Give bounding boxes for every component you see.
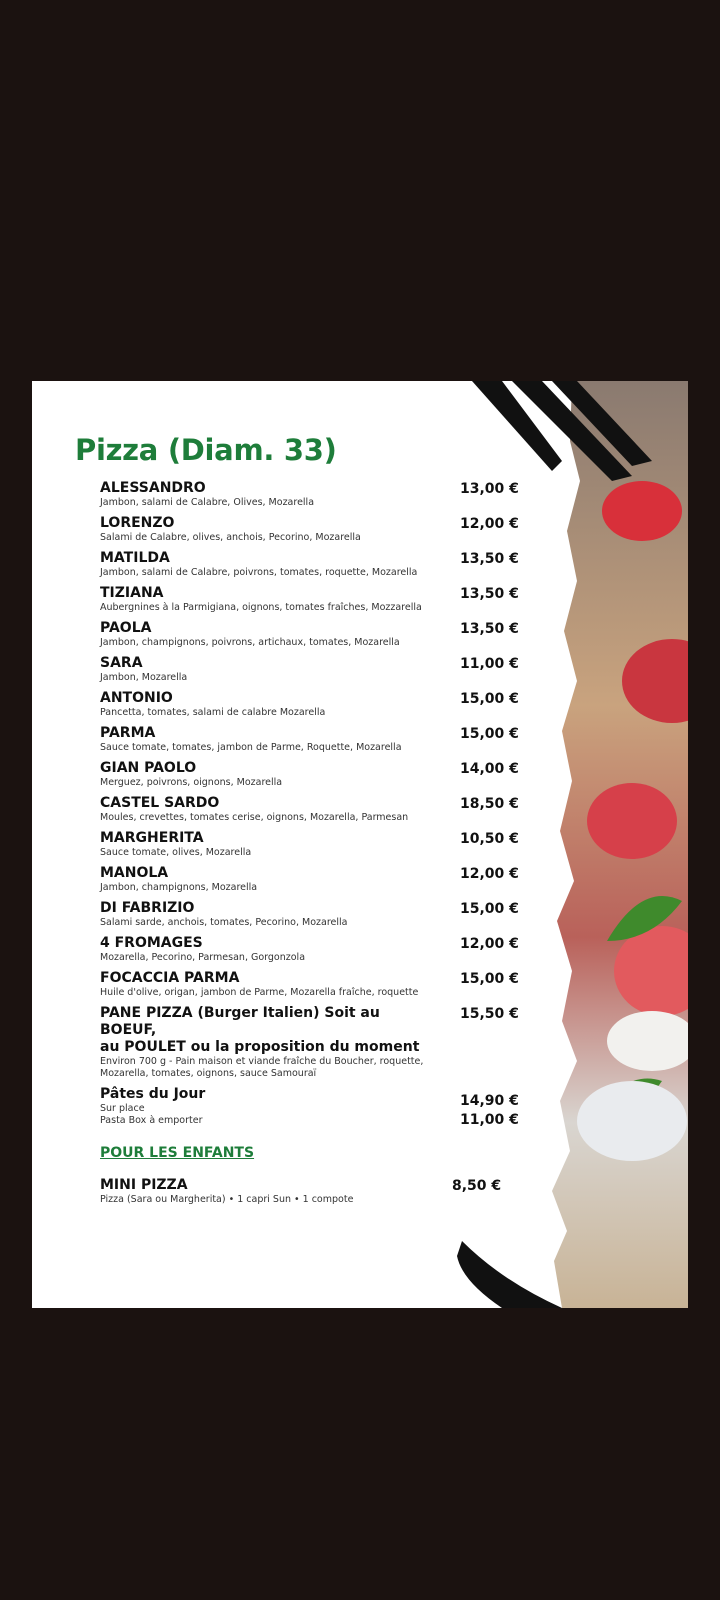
list-item (100, 480, 540, 509)
list-item (100, 795, 540, 824)
item-description: Pancetta, tomates, salami de calabre Mozarella (100, 707, 326, 718)
item-name: CASTEL SARDO (100, 795, 220, 811)
item-price: 15,00 € (460, 971, 519, 987)
item-description: Jambon, champignons, poivrons, artichaux, tomates, Mozarella (100, 637, 400, 648)
item-description: Merguez, poivrons, oignons, Mozarella (100, 777, 283, 788)
item-price: 15,00 € (460, 901, 519, 917)
item-price: 12,00 € (460, 516, 519, 532)
item-description: Moules, crevettes, tomates cerise, oignons, Mozarella, Parmesan (100, 812, 409, 823)
item-price: 13,00 € (460, 481, 519, 497)
item-price: 13,50 € (460, 621, 519, 637)
item-name: 4 FROMAGES (100, 935, 203, 951)
list-item (100, 935, 540, 964)
item-description: Environ 700 g - Pain maison et viande fraîche du Boucher, roquette, Mozarella, tomates, oignons, sauce Samouraï (100, 1056, 424, 1079)
item-price: 11,00 € (460, 656, 519, 672)
pizza-list (100, 480, 540, 1212)
item-name: SARA (100, 655, 143, 671)
list-item (100, 655, 540, 684)
item-price: 13,50 € (460, 551, 519, 567)
item-name: MATILDA (100, 550, 170, 566)
enfants-section-link[interactable]: POUR LES ENFANTS (100, 1145, 255, 1161)
item-name: MANOLA (100, 865, 169, 881)
item-description: Huile d'olive, origan, jambon de Parme, Mozarella fraîche, roquette (100, 987, 419, 998)
item-price: 10,50 € (460, 831, 519, 847)
price-sur-place: 14,90 € (460, 1093, 519, 1109)
item-description: Jambon, Mozarella (100, 672, 188, 683)
item-name: LORENZO (100, 515, 175, 531)
item-description: Sauce tomate, olives, Mozarella (100, 847, 252, 858)
item-description: Aubergnines à la Parmigiana, oignons, tomates fraîches, Mozzarella (100, 602, 422, 613)
item-name: Pâtes du Jour (100, 1086, 206, 1102)
item-name: FOCACCIA PARMA (100, 970, 240, 986)
item-name: DI FABRIZIO (100, 900, 195, 916)
item-price: 8,50 € (452, 1178, 502, 1194)
menu-card (32, 381, 688, 1308)
price-emporter: 11,00 € (460, 1112, 519, 1128)
pates-du-jour-item (100, 1086, 540, 1127)
item-name: MARGHERITA (100, 830, 204, 846)
item-description: Sauce tomate, tomates, jambon de Parme, Roquette, Mozarella (100, 742, 402, 753)
list-item (100, 690, 540, 719)
item-name: TIZIANA (100, 585, 164, 601)
list-item (100, 1005, 540, 1080)
item-name: GIAN PAOLO (100, 760, 197, 776)
item-name: ALESSANDRO (100, 480, 206, 496)
item-description: Salami de Calabre, olives, anchois, Pecorino, Mozarella (100, 532, 361, 543)
item-price: 15,50 € (460, 1006, 519, 1022)
list-item (100, 970, 540, 999)
item-name: MINI PIZZA (100, 1177, 188, 1193)
item-description: Jambon, salami de Calabre, poivrons, tomates, roquette, Mozarella (100, 567, 418, 578)
item-price: 12,00 € (460, 866, 519, 882)
list-item (100, 760, 540, 789)
list-item (100, 550, 540, 579)
item-description: Sur place Pasta Box à emporter (100, 1103, 203, 1126)
page-title: Pizza (Diam. 33) (75, 433, 337, 467)
item-name: PAOLA (100, 620, 152, 636)
item-description: Pizza (Sara ou Margherita) • 1 capri Sun • 1 compote (100, 1194, 354, 1205)
item-price: 13,50 € (460, 586, 519, 602)
list-item (100, 515, 540, 544)
list-item (100, 585, 540, 614)
item-price: 15,00 € (460, 691, 519, 707)
list-item (100, 725, 540, 754)
item-price: 15,00 € (460, 726, 519, 742)
item-description: Salami sarde, anchois, tomates, Pecorino, Mozarella (100, 917, 348, 928)
item-price: 18,50 € (460, 796, 519, 812)
list-item (100, 620, 540, 649)
list-item (100, 900, 540, 929)
item-description: Jambon, salami de Calabre, Olives, Mozarella (100, 497, 315, 508)
item-price: 14,00 € (460, 761, 519, 777)
list-item (100, 865, 540, 894)
mini-pizza-item (100, 1177, 540, 1206)
list-item (100, 830, 540, 859)
item-name: PANE PIZZA (Burger Italien) Soit au BOEUF, au POULET ou la proposition du moment (100, 1005, 420, 1055)
item-price: 12,00 € (460, 936, 519, 952)
item-name: PARMA (100, 725, 156, 741)
item-description: Jambon, champignons, Mozarella (100, 882, 258, 893)
item-description: Mozarella, Pecorino, Parmesan, Gorgonzola (100, 952, 306, 963)
item-price (460, 1093, 540, 1129)
item-name: ANTONIO (100, 690, 173, 706)
